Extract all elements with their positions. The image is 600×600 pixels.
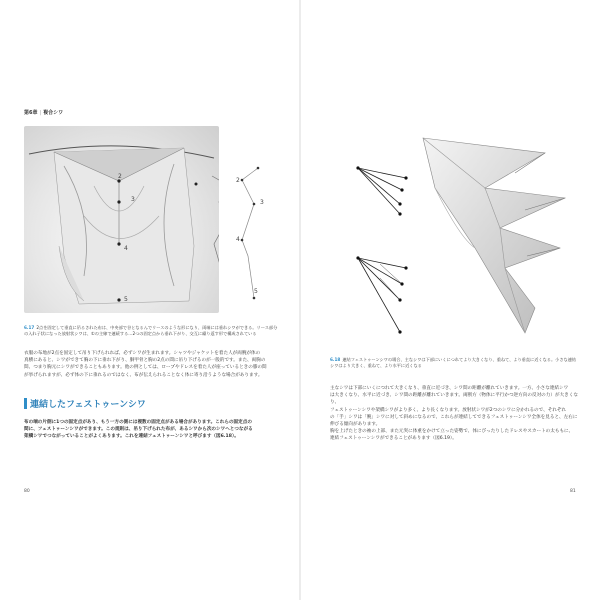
- text-line: 布の端の片側に1つの固定点があり、もう一方の側には複数の固定点がある場合があります。これらの固定点の: [24, 420, 252, 425]
- body-paragraph: [24, 350, 279, 379]
- right-page: [300, 0, 600, 600]
- figure-caption: [330, 357, 578, 369]
- figure-label: 4: [124, 245, 128, 252]
- body-paragraph: [330, 385, 578, 443]
- chapter-title: 複合シワ: [43, 110, 64, 116]
- figure-number: 6.18: [330, 357, 341, 362]
- joint-diagram: [230, 160, 275, 310]
- text-line: 架橋シワでつながっていることがよくあります。これを連結フェストゥーンシワと呼びます（図6.18）。: [24, 434, 239, 440]
- text-line: は大きくなり、水平に近づき、シワ間の距離が離れていきます。両断方（物体に平行かつ逆方向の反対の力）が大きくなり、: [330, 393, 578, 406]
- text-line: 胸を上げたときの袖の上部、また元突に体重をかけて立った姿勢で、体にぴったりしたドレスやスカートの太ももに、: [330, 429, 574, 435]
- text-line: 真横にあると、シワができて胸の下に垂れ下がり、胴甲骨と胸の2点の間に吊り下げるのが一般的です。また、両胸の: [24, 358, 266, 364]
- festoon-cloth-illustration: [415, 128, 585, 338]
- figure-caption: [24, 325, 279, 337]
- diagram-label: 5: [254, 288, 258, 295]
- caption-text: 2点を固定して垂直に吊るされた布は、中央部で谷となるんでリースのような形になり、両端には垂れシワができる。リース部分の入れ子状になった放射状シワは、①の主線で連続する…2つの固定点から垂れ下がり、交互に繰り返す形で構成されている: [24, 325, 278, 336]
- diagram-label: 3: [260, 199, 264, 206]
- section-title: 連結したフェストゥーンシワ: [30, 400, 146, 410]
- figure-label: 3: [131, 196, 135, 203]
- drapery-illustration: [24, 126, 219, 313]
- diagram-label: 2: [236, 177, 240, 184]
- page-number: 81: [570, 489, 576, 494]
- text-line: 連結フェストゥーンシワができることがあります（図6.19）。: [330, 436, 457, 442]
- section-heading: [24, 397, 278, 410]
- text-line: 主なシワは下部にいくにつれて大きくなり、垂直に近づき、シワ間の距離が離れていきます。一方、小さな連結シワ: [330, 386, 569, 391]
- figure-number: 6.17: [24, 325, 35, 330]
- text-line: フェストゥーンシワや架橋シワがより多く、より長くなります。放射状シワが2つのシワに分かれるので、それぞれ: [330, 407, 567, 413]
- text-line: が挙げられますが、必ず体の下に垂れるのではなく、布が伝えられることなく体に寄り沿うような場合があります。: [24, 372, 263, 378]
- text-line: 間、つまり胸元にシワができることもあります。他の例としては、ロープやドレスを着た人が座っているときの膝の間: [24, 365, 267, 371]
- figure-label: 5: [124, 296, 128, 303]
- page-number: 80: [24, 489, 30, 494]
- festoon-line-diagram: [350, 160, 410, 340]
- text-line: 伸びる傾向があります。: [330, 422, 381, 428]
- heading-accent-bar: [24, 398, 27, 409]
- text-line: 間に、フェストゥーンシワができます。この規則は、吊り下げられた布が、あるシワから次のシワへとつながる: [24, 427, 253, 433]
- chapter-number: 第6章: [24, 110, 38, 116]
- drapery-drawing: [24, 126, 219, 313]
- lead-paragraph: [24, 419, 279, 441]
- text-line: 衣服の布地が2点を固定して吊り下げられれば、必ずシワが生まれます。シャツやジャケットを着た人が両腕が体の: [24, 351, 261, 356]
- text-line: の「手」シワは「腕」シワに対して斜めになるので、これらが連結してできるフェストゥーンシワ全体を見ると、左右に: [330, 414, 578, 420]
- figure-label: 2: [118, 173, 122, 180]
- header-separator: |: [39, 110, 42, 116]
- chapter-header: [24, 109, 63, 116]
- caption-text: 連結フェストゥーンシワの場合、主なシワは下部にいくにつれてより大きくなり、重ねて、より垂直に近くなる。小さな連結シワはより大きく、重ねて、より水平に近くなる: [330, 357, 577, 368]
- diagram-label: 4: [236, 236, 240, 243]
